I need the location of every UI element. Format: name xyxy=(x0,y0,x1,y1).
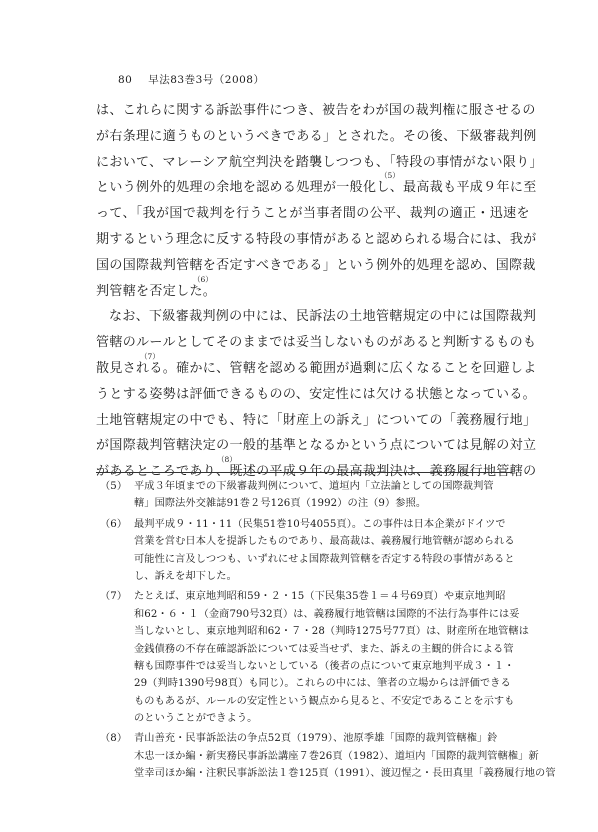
footnote-5 xyxy=(100,478,512,513)
body-line: が右条理に適うものというべきである」とされた。その後、下級審裁判例 xyxy=(96,128,537,144)
footnote-text: 最判平成９・11・11（民集51巻10号4055頁）。この事件は日本企業がドイツで xyxy=(134,518,506,530)
footnote-text: 轄」国際法外交雑誌91巻２号126頁（1992）の注（9）参照。 xyxy=(134,498,427,510)
footnote-text: 木忠一ほか編・新実務民事訴訟講座７巻26頁（1982）、道垣内「国際的裁判管轄権」新 xyxy=(134,750,539,762)
body-line-text: 散見される。確かに、管轄を認める範囲が過剰に広くなることを回避しよ xyxy=(96,360,537,376)
body-line: うとする姿勢は評価できるものの、安定性には欠ける状態となっている。 xyxy=(96,386,537,402)
body-line: において、マレーシア航空判決を踏襲しつつも、「特段の事情がない限り」 xyxy=(96,154,543,170)
footnote-text: 29（判時1390号98頁）も同じ）。これらの中には、筆者の立場からは評価できる xyxy=(134,678,511,690)
body-line-text: 判管轄を否定した。 xyxy=(96,283,217,299)
footnote-text: 平成３年頃までの下級審裁判例について、道垣内「立法論としての国際裁判管 xyxy=(134,481,494,492)
footnote-text: 可能性に言及しつつも、いずれにせよ国際裁判管轄を否定する特段の事情があると xyxy=(134,553,515,565)
footnote-text: 和62・６・１（金商790号32頁）は、義務履行地管轄は国際的不法行為事件には妥 xyxy=(134,608,520,620)
body-line-text: があるところであり、既述の平成９年の最高裁判決は、義務履行地管轄の xyxy=(96,464,537,480)
body-line: 国の国際裁判管轄を否定すべきである」という例外的処理を認め、国際裁 xyxy=(96,257,536,273)
footnote-ref-7[interactable]: （7） xyxy=(140,351,160,361)
page-number: 80 xyxy=(118,74,133,86)
footnote-ref-5[interactable]: （5） xyxy=(380,171,400,181)
footnote-divider xyxy=(96,472,512,473)
footnote-6 xyxy=(100,516,515,586)
footnote-number: （6） xyxy=(100,518,128,530)
footnote-text: 青山善充・民事訴訟法の争点52頁（1979）、池原季雄「国際的裁判管轄権」鈴 xyxy=(134,733,498,745)
body-line xyxy=(96,274,510,305)
body-line xyxy=(96,171,537,201)
footnote-number: （7） xyxy=(100,591,128,603)
footnote-7 xyxy=(100,588,530,727)
body-line: 期するという理念に反する特段の事情があると認められる場合には、我が xyxy=(96,231,537,247)
body-line: って、「我が国で裁判を行うことが当事者間の公平、裁判の適正・迅速を xyxy=(96,206,530,222)
body-line: は、これらに関する訴訟事件につき、被告をわが国の裁判権に服させるの xyxy=(96,103,536,118)
footnote-text: し、訴えを却下した。 xyxy=(134,570,237,582)
footnote-text: 金銭債務の不存在確認訴訟については妥当せず、また、訴えの主観的併合による管 xyxy=(134,643,514,655)
footnote-text: たとえば、東京地判昭和59・２・15（下民集35巻１＝４号69頁）や東京地判昭 xyxy=(134,591,506,603)
footnote-text: 堂幸司ほか編・注釈民事訴訟法１巻125頁（1991）、渡辺惺之・長田真里「義務履行地の管 xyxy=(134,768,556,780)
footnote-text: ものもあるが、ルールの安定性という観点から見ると、不安定であることを示すも xyxy=(134,695,515,707)
body-line xyxy=(96,351,537,382)
running-header xyxy=(118,72,264,87)
footnote-text: 当しないとし、東京地判昭和62・７・28（判時1275号77頁）は、財産所在地管轄は xyxy=(134,626,530,638)
footnote-8 xyxy=(100,730,556,782)
footnote-text: 轄も国際事件では妥当しないとしている（後者の点について東京地判平成３・１・ xyxy=(134,660,515,672)
body-text xyxy=(96,98,543,485)
footnote-text: のということができよう。 xyxy=(134,713,258,725)
body-line: 土地管轄規定の中でも、特に「財産上の訴え」についての「義務履行地」 xyxy=(96,412,537,428)
footnote-number: （5） xyxy=(100,481,128,492)
footnotes xyxy=(100,478,556,786)
footnote-text: 営業を営む日本人を提訴したものであり、最高裁は、義務履行地管轄が認められる xyxy=(134,536,515,548)
body-line-text: という例外的処理の余地を認める処理が一般化し、最高裁も平成９年に至 xyxy=(96,180,537,196)
journal-citation: 早法83巻3号（2008） xyxy=(148,74,265,86)
footnote-ref-6[interactable]: （6） xyxy=(193,274,213,284)
footnote-ref-8[interactable]: （8） xyxy=(217,455,237,465)
body-line: が国際裁判管轄決定の一般的基準となるかという点については見解の対立 xyxy=(96,438,537,454)
body-line: なお、下級審裁判例の中には、民訴法の土地管轄規定の中には国際裁判 xyxy=(109,309,537,325)
footnote-number: （8） xyxy=(100,733,128,745)
body-line: 管轄のルールとしてそのままでは妥当しないものがあると判断するものも xyxy=(96,335,537,351)
